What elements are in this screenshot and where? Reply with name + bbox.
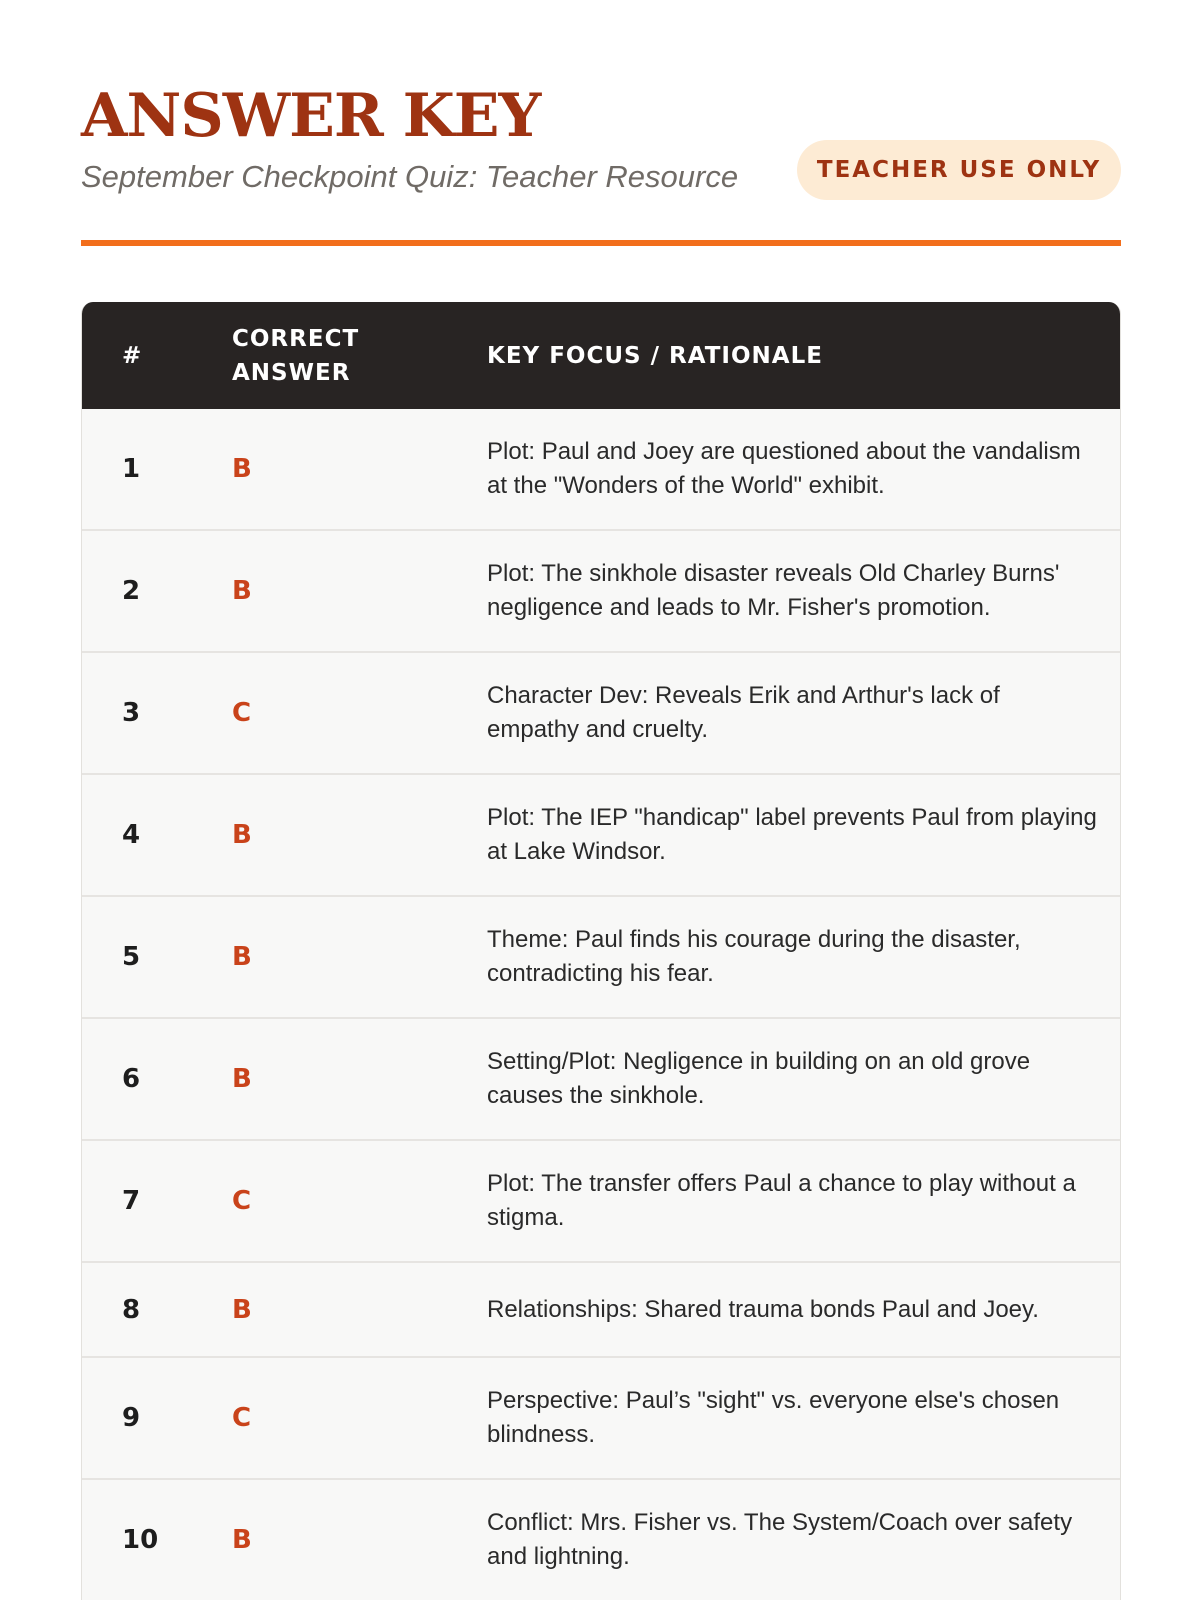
correct-answer: B <box>232 942 252 972</box>
question-number: 5 <box>122 942 141 972</box>
question-number: 9 <box>122 1403 141 1433</box>
rationale: Plot: The transfer offers Paul a chance to play without a stigma. <box>487 1170 1076 1231</box>
table-row <box>82 1019 1120 1141</box>
question-number: 2 <box>122 576 141 606</box>
question-number: 6 <box>122 1064 141 1094</box>
rationale: Plot: The IEP "handicap" label prevents Paul from playing at Lake Windsor. <box>487 804 1097 865</box>
table-row <box>82 1263 1120 1358</box>
question-number: 4 <box>122 820 141 850</box>
table-header <box>82 302 1120 409</box>
table-row <box>82 775 1120 897</box>
correct-answer: C <box>232 698 252 728</box>
correct-answer: B <box>232 454 252 484</box>
correct-answer: B <box>232 576 252 606</box>
correct-answer: B <box>232 1525 252 1555</box>
page-title: ANSWER KEY <box>81 81 541 151</box>
teacher-only-badge: TEACHER USE ONLY <box>797 140 1121 200</box>
answer-key-page <box>81 0 1121 1570</box>
rationale: Perspective: Paul’s "sight" vs. everyone else's chosen blindness. <box>487 1387 1060 1448</box>
correct-answer: B <box>232 1294 252 1325</box>
page-header <box>81 0 1121 246</box>
question-number: 1 <box>122 454 141 484</box>
rationale: Plot: The sinkhole disaster reveals Old Charley Burns' negligence and leads to Mr. Fisher's promotion. <box>487 560 1060 621</box>
question-number: 10 <box>122 1525 159 1555</box>
correct-answer: C <box>232 1403 252 1433</box>
table-row <box>82 653 1120 775</box>
question-number: 3 <box>122 698 141 728</box>
answer-table <box>81 302 1121 1600</box>
column-header-answer: CORRECT ANSWER <box>232 325 360 386</box>
table-row <box>82 1141 1120 1263</box>
column-header-focus: KEY FOCUS / RATIONALE <box>487 342 823 369</box>
rationale: Conflict: Mrs. Fisher vs. The System/Coach over safety and lightning. <box>487 1509 1073 1570</box>
page-subtitle: September Checkpoint Quiz: Teacher Resource <box>81 159 739 194</box>
rationale: Setting/Plot: Negligence in building on an old grove causes the sinkhole. <box>487 1048 1031 1109</box>
question-number: 8 <box>122 1294 141 1325</box>
rationale: Theme: Paul finds his courage during the disaster, contradicting his fear. <box>487 926 1021 987</box>
correct-answer: C <box>232 1186 252 1216</box>
table-row <box>82 531 1120 653</box>
rationale: Character Dev: Reveals Erik and Arthur's lack of empathy and cruelty. <box>487 682 1000 743</box>
correct-answer: B <box>232 1064 252 1094</box>
rationale: Plot: Paul and Joey are questioned about the vandalism at the "Wonders of the World" exhibit. <box>487 438 1081 499</box>
question-number: 7 <box>122 1186 141 1216</box>
table-row <box>82 409 1120 531</box>
rationale: Relationships: Shared trauma bonds Paul and Joey. <box>487 1295 1039 1323</box>
column-header-number: # <box>122 342 143 369</box>
header-divider <box>81 240 1121 246</box>
correct-answer: B <box>232 820 252 850</box>
table-row <box>82 1480 1120 1600</box>
table-row <box>82 897 1120 1019</box>
table-row <box>82 1358 1120 1480</box>
